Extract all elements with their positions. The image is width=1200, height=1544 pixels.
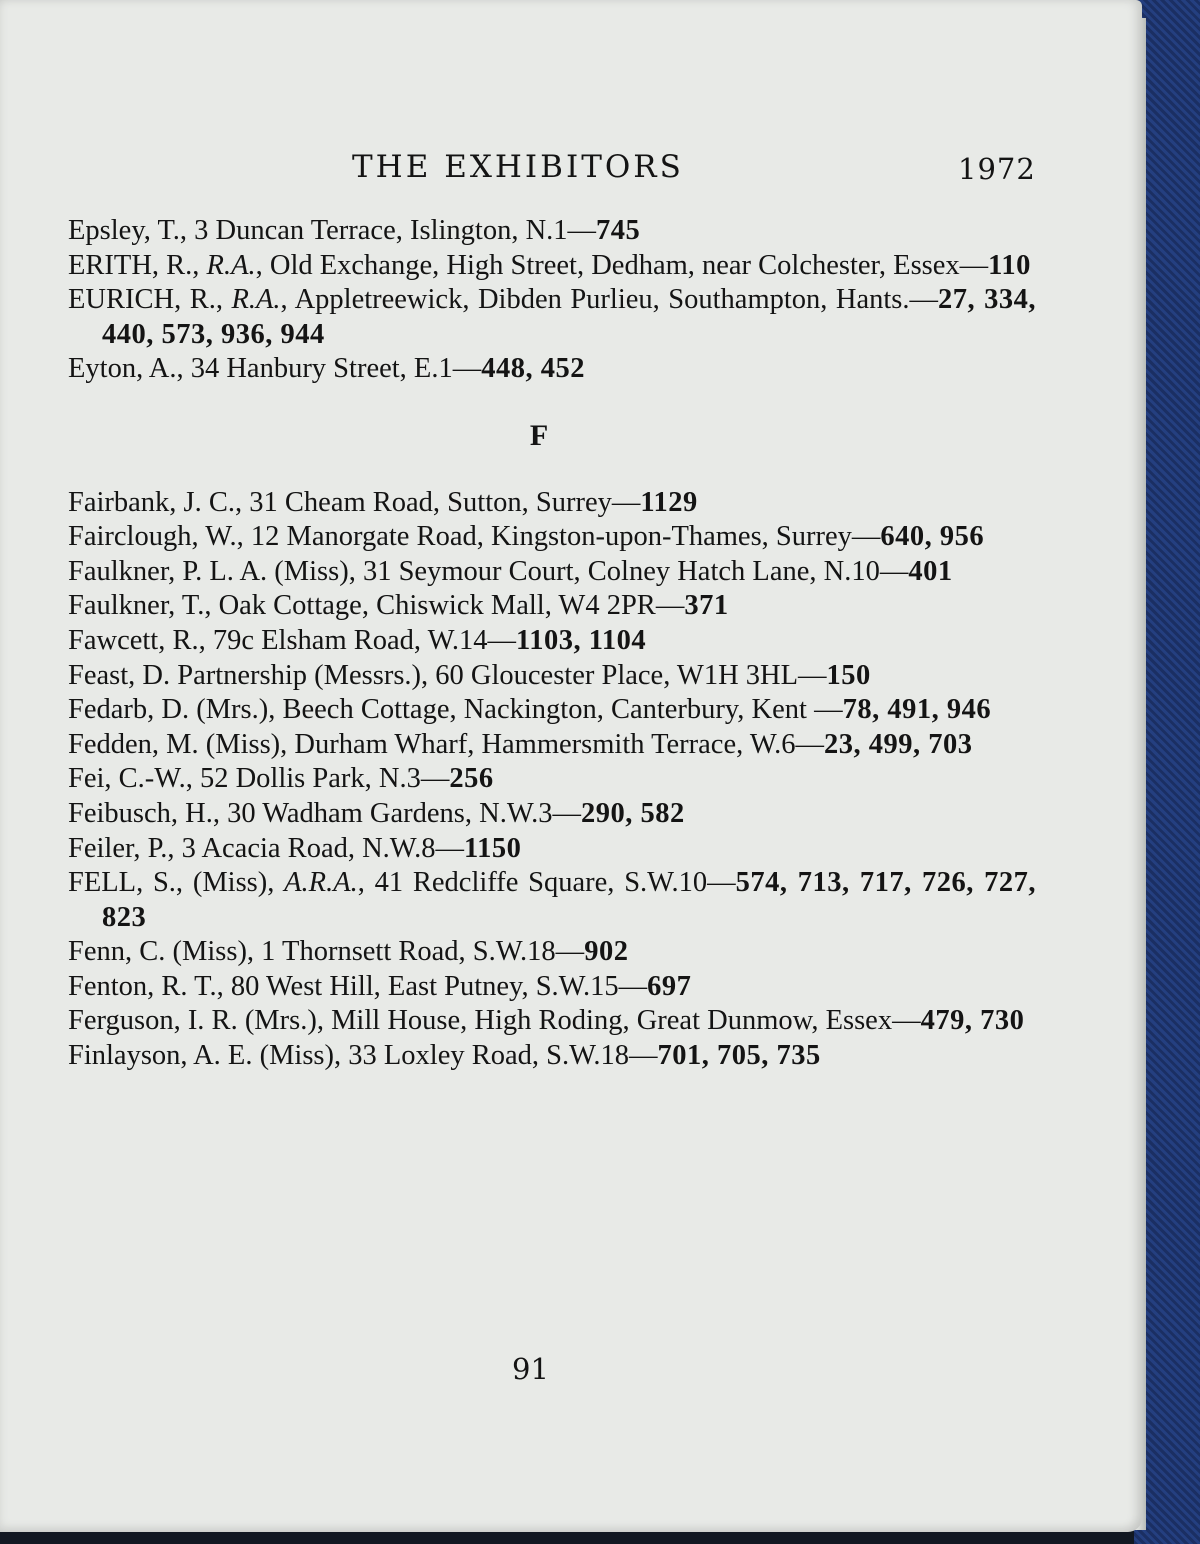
entry-refs: 745: [596, 215, 641, 246]
exhibitor-entry: [68, 352, 1036, 387]
exhibitor-entry: [68, 762, 1036, 797]
running-year: 1972: [958, 152, 1036, 186]
entry-text: , Old Exchange, High Street, Dedham, near Colchester, Essex—: [255, 249, 989, 281]
entry-text: Fairbank, J. C., 31 Cheam Road, Sutton, Surrey—: [68, 486, 641, 518]
entry-refs: 697: [647, 970, 692, 1002]
exhibitor-entry: [68, 486, 1036, 521]
entry-refs: 701, 705, 735: [657, 1040, 821, 1072]
entry-text: Eyton, A., 34 Hanbury Street, E.1—: [68, 353, 482, 385]
entry-text: Fairclough, W., 12 Manorgate Road, Kingston-upon-Thames, Surrey—: [68, 521, 881, 553]
entry-refs: 110: [988, 249, 1031, 281]
entry-text: Epsley, T., 3 Duncan Terrace, Islington, N.1—: [68, 215, 597, 246]
entry-refs: 1150: [463, 832, 522, 864]
running-title: THE EXHIBITORS: [352, 149, 684, 185]
entry-text: Fenn, C. (Miss), 1 Thornsett Road, S.W.18—: [68, 936, 585, 968]
entry-refs: 27, 334, 440, 573, 936, 944: [102, 284, 1037, 350]
entry-text: , Appletreewick, Dibden Purlieu, Southampton, Hants.—: [280, 284, 939, 316]
exhibitor-entry: [68, 832, 1036, 867]
entry-refs: 371: [684, 590, 729, 622]
exhibitor-entry: [68, 555, 1036, 590]
exhibitor-entry: [68, 728, 1036, 763]
entry-text: , 41 Redcliffe Square, S.W.10—: [357, 867, 736, 899]
entry-text: ERITH, R.,: [68, 249, 207, 281]
entry-text: FELL, S., (Miss),: [68, 867, 285, 899]
entry-text: Feiler, P., 3 Acacia Road, N.W.8—: [68, 832, 464, 864]
entry-text: Faulkner, T., Oak Cottage, Chiswick Mall, W4 2PR—: [68, 590, 685, 622]
entry-text: EURICH, R.,: [68, 284, 232, 316]
entry-honour: R.A.: [206, 249, 256, 281]
exhibitor-entry: [68, 1004, 1036, 1039]
entry-text: Fawcett, R., 79c Elsham Road, W.14—: [68, 624, 517, 656]
entry-refs: 574, 713, 717, 726, 727, 823: [102, 867, 1036, 933]
exhibitor-entry: [68, 797, 1036, 832]
entry-refs: 448, 452: [481, 353, 585, 385]
exhibitor-entry: [68, 214, 1036, 249]
exhibitor-entry: [68, 935, 1036, 970]
entry-text: Fedden, M. (Miss), Durham Wharf, Hammersmith Terrace, W.6—: [68, 728, 825, 760]
section-letter: F: [529, 418, 549, 452]
exhibitor-entry: [68, 589, 1036, 624]
exhibitor-entry: [68, 624, 1036, 659]
exhibitor-entry: [68, 520, 1036, 555]
entry-refs: 401: [908, 555, 953, 587]
exhibitor-entry: [68, 1039, 1036, 1074]
entry-refs: 290, 582: [581, 797, 685, 829]
exhibitor-entry: [68, 693, 1036, 728]
entry-text: Feibusch, H., 30 Wadham Gardens, N.W.3—: [68, 797, 582, 829]
entry-text: Fenton, R. T., 80 West Hill, East Putney, S.W.15—: [68, 970, 648, 1002]
entry-refs: 78, 491, 946: [842, 694, 992, 726]
entry-refs: 902: [584, 936, 629, 968]
exhibitor-list: [68, 214, 1036, 1074]
entry-text: Finlayson, A. E. (Miss), 33 Loxley Road, S.W.18—: [68, 1040, 658, 1072]
entry-text: Feast, D. Partnership (Messrs.), 60 Gloucester Place, W1H 3HL—: [68, 659, 827, 691]
exhibitor-entry: [68, 659, 1036, 694]
exhibitor-entry: [68, 283, 1036, 352]
entry-refs: 150: [826, 659, 871, 691]
entry-refs: 479, 730: [920, 1005, 1025, 1037]
entry-refs: 23, 499, 703: [824, 728, 973, 760]
entry-honour: R.A.: [231, 284, 281, 316]
entry-text: Fei, C.-W., 52 Dollis Park, N.3—: [68, 763, 450, 795]
entry-refs: 640, 956: [880, 521, 985, 553]
exhibitor-entry: [68, 866, 1036, 935]
exhibitor-entry: [68, 970, 1036, 1005]
entry-text: Ferguson, I. R. (Mrs.), Mill House, High Roding, Great Dunmow, Essex—: [68, 1005, 921, 1037]
entry-refs: 1129: [640, 486, 698, 518]
entry-refs: 1103, 1104: [516, 624, 647, 656]
exhibitor-entry: [68, 249, 1036, 284]
page-number: 91: [512, 1352, 549, 1386]
entry-text: Fedarb, D. (Mrs.), Beech Cottage, Nackington, Canterbury, Kent —: [68, 694, 843, 726]
running-header: [0, 150, 1142, 190]
entry-text: Faulkner, P. L. A. (Miss), 31 Seymour Court, Colney Hatch Lane, N.10—: [68, 555, 909, 587]
entry-honour: A.R.A.: [284, 867, 358, 899]
entry-refs: 256: [449, 763, 494, 795]
